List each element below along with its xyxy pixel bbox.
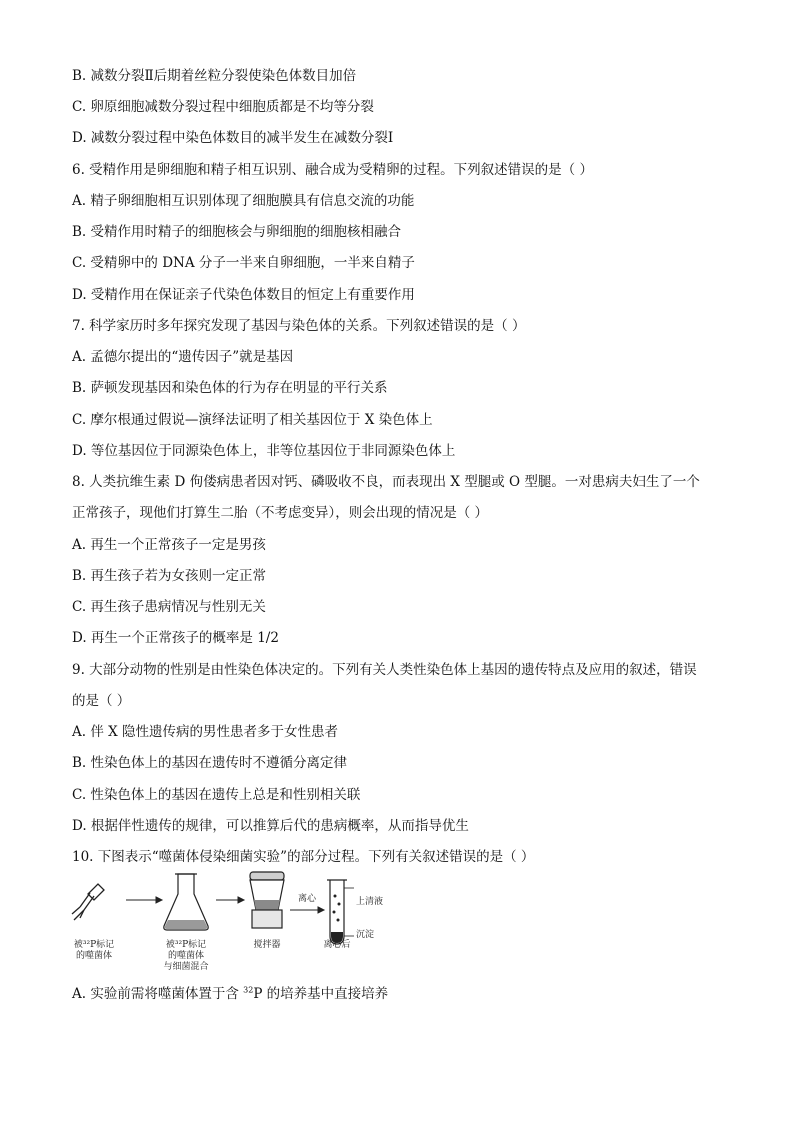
option-6a: A. 精子卵细胞相互识别体现了细胞膜具有信息交流的功能 bbox=[72, 193, 415, 209]
option-5d: D. 减数分裂过程中染色体数目的减半发生在减数分裂Ⅰ bbox=[72, 130, 394, 146]
arrow-1 bbox=[126, 897, 162, 903]
option-10a: A. 实验前需将噬菌体置于含 $^{32}$P 的培养基中直接培养 bbox=[72, 985, 389, 1002]
phage-icon bbox=[72, 884, 104, 920]
question-8-cont: 正常孩子，现他们打算生二胎（不考虑变异），则会出现的情况是（ ） bbox=[72, 505, 489, 521]
label-supernatant: 上清液 bbox=[356, 897, 384, 907]
phage-experiment-diagram bbox=[66, 866, 406, 976]
option-9d: D. 根据伴性遗传的规律，可以推算后代的患病概率，从而指导优生 bbox=[72, 818, 469, 834]
label-flask: 被³²P标记 的噬菌体 与细菌混合 bbox=[163, 940, 209, 972]
option-7a: A. 孟德尔提出的“遗传因子”就是基因 bbox=[72, 349, 294, 365]
option-8d: D. 再生一个正常孩子的概率是 1/2 bbox=[72, 630, 279, 646]
option-9b: B. 性染色体上的基因在遗传时不遵循分离定律 bbox=[72, 755, 348, 771]
arrow-2 bbox=[216, 897, 244, 903]
option-9c: C. 性染色体上的基因在遗传上总是和性别相关联 bbox=[72, 787, 361, 803]
option-7d: D. 等位基因位于同源染色体上，非等位基因位于非同源染色体上 bbox=[72, 443, 456, 459]
question-9-cont: 的是（ ） bbox=[72, 693, 131, 709]
option-8c: C. 再生孩子患病情况与性别无关 bbox=[72, 599, 266, 615]
option-6c: C. 受精卵中的 DNA 分子一半来自卵细胞，一半来自精子 bbox=[72, 255, 415, 271]
label-phage: 被³²P标记 的噬菌体 bbox=[73, 940, 115, 961]
option-5c: C. 卵原细胞减数分裂过程中细胞质都是不均等分裂 bbox=[72, 99, 374, 115]
option-6d: D. 受精作用在保证亲子代染色体数目的恒定上有重要作用 bbox=[72, 287, 415, 303]
label-blender: 搅拌器 bbox=[253, 940, 281, 950]
question-8: 8. 人类抗维生素 D 佝偻病患者因对钙、磷吸收不良，而表现出 X 型腿或 O 型腿。一对患病夫妇生了一个 bbox=[72, 474, 700, 490]
option-5b: B. 减数分裂Ⅱ后期着丝粒分裂使染色体数目加倍 bbox=[72, 68, 357, 84]
blender-icon bbox=[250, 872, 284, 928]
label-precipitate: 沉淀 bbox=[356, 930, 375, 940]
option-9a: A. 伴 X 隐性遗传病的男性患者多于女性患者 bbox=[72, 724, 339, 740]
label-centrifuge: 离心 bbox=[297, 894, 316, 904]
question-7: 7. 科学家历时多年探究发现了基因与染色体的关系。下列叙述错误的是（ ） bbox=[72, 318, 526, 334]
option-8b: B. 再生孩子若为女孩则一定正常 bbox=[72, 568, 267, 584]
arrow-3 bbox=[290, 907, 324, 913]
option-8a: A. 再生一个正常孩子一定是男孩 bbox=[72, 537, 266, 553]
option-7b: B. 萨顿发现基因和染色体的行为存在明显的平行关系 bbox=[72, 380, 388, 396]
flask-icon bbox=[164, 874, 208, 930]
question-6: 6. 受精作用是卵细胞和精子相互识别、融合成为受精卵的过程。下列叙述错误的是（ ） bbox=[72, 162, 593, 178]
option-6b: B. 受精作用时精子的细胞核会与卵细胞的细胞核相融合 bbox=[72, 224, 402, 240]
option-7c: C. 摩尔根通过假说—演绎法证明了相关基因位于 X 染色体上 bbox=[72, 412, 433, 428]
question-10: 10. 下图表示“噬菌体侵染细菌实验”的部分过程。下列有关叙述错误的是（ ） bbox=[72, 849, 535, 865]
question-9: 9. 大部分动物的性别是由性染色体决定的。下列有关人类性染色体上基因的遗传特点及应用的叙述，错误 bbox=[72, 662, 697, 678]
test-tube-icon bbox=[327, 880, 354, 944]
label-after-centrifuge: 离心后 bbox=[323, 940, 351, 950]
